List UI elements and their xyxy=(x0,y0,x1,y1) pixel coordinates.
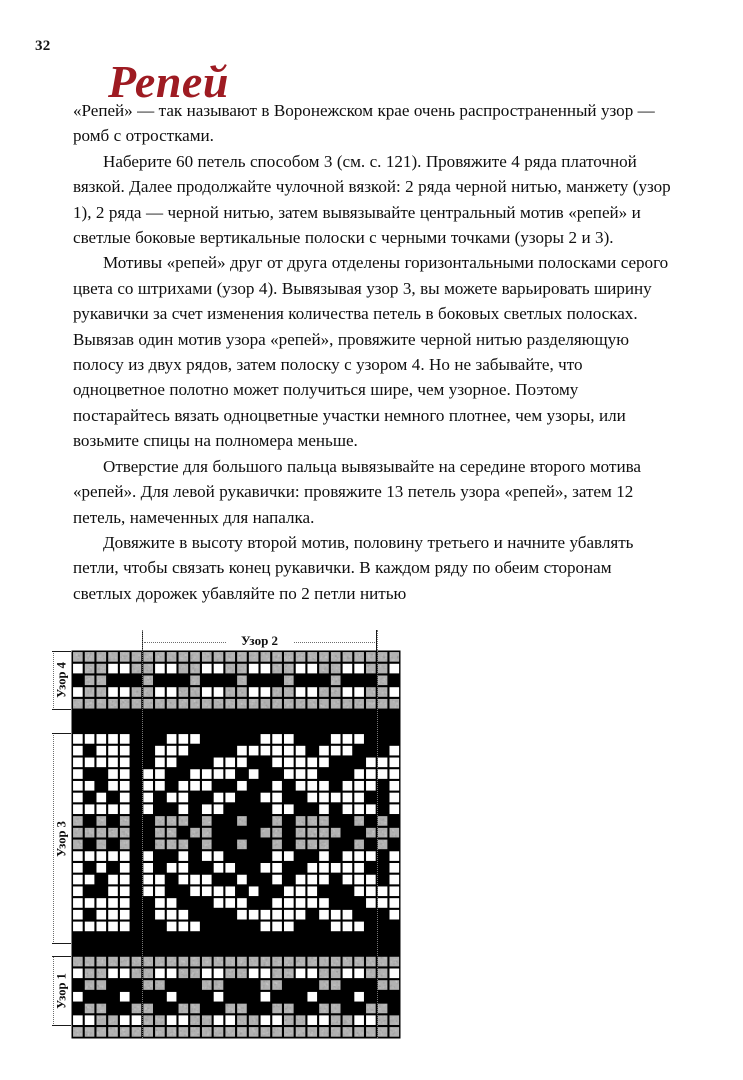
paragraph-thumb: Отверстие для большого пальца вывязывайте на середине второго мотива «репей». Для левой рукавички: провяжите 13 петель узора «репей», затем 12 петель, намеченных для напалка. xyxy=(73,456,641,527)
bracket-cap-bottom xyxy=(52,943,71,944)
uzor1-bracket xyxy=(52,956,72,1026)
uzor2-label: Узор 2 xyxy=(235,633,284,649)
bracket-cap-top xyxy=(52,733,71,734)
knitting-grid xyxy=(72,651,400,1038)
paragraph-decrease: Довяжите в высоту второй мотив, половину третьего и начните убавлять петли, чтобы связать конец рукавички. В каждом ряду по обеим сторонам светлых дорожек убавляйте по 2 петли нитью xyxy=(73,532,634,603)
uzor4-label: Узор 4 xyxy=(55,658,70,702)
uzor4-bracket xyxy=(52,651,72,710)
bracket-cap-bottom xyxy=(52,1025,71,1026)
bracket-cap-top xyxy=(52,956,71,957)
page-title: Репей xyxy=(108,55,229,107)
bracket-cap-bottom xyxy=(52,709,71,710)
knitting-grid-canvas xyxy=(72,651,400,1038)
paragraph-cast-on: Наберите 60 петель способом 3 (см. с. 121). Провяжите 4 ряда платочной вязкой. Далее продолжайте чулочной вязкой: 2 ряда черной нитью, манжету (узор 1), 2 ряда — черной нитью, затем вывязывайте центральный мотив «репей» и светлые боковые вертикальные полоски с черными точками (узоры 2 и 3). xyxy=(73,151,671,248)
bracket-dotted-left xyxy=(144,642,225,643)
paragraph-intro: «Репей» — так называют в Воронежском крае очень распространенный узор — ромб с отростками. xyxy=(73,101,655,146)
uzor3-bracket xyxy=(52,733,72,944)
pattern-chart xyxy=(0,612,743,1052)
uzor3-label: Узор 3 xyxy=(55,817,70,861)
uzor1-label: Узор 1 xyxy=(55,969,70,1013)
page-number: 32 xyxy=(35,38,51,54)
paragraph-motifs: Мотивы «репей» друг от друга отделены горизонтальными полосками серого цвета со штрихами (узор 4). Вывязывая узор 3, вы можете варьировать ширину рукавички за счет изменения количества петель в боковых светлых полосках. Вывязав один мотив узора «репей», провяжите черной нитью разделяющую полосу из двух рядов, затем полоску с узором 4. Но не забывайте, что одноцветное полотно может получиться шире, чем узорное. Поэтому постарайтесь вязать одноцветные участки немного плотнее, чем узоры, или возьмите спицы на полномера меньше. xyxy=(73,253,669,451)
bracket-dotted-right xyxy=(294,642,375,643)
bracket-cap-top xyxy=(52,651,71,652)
article-body xyxy=(73,98,673,606)
